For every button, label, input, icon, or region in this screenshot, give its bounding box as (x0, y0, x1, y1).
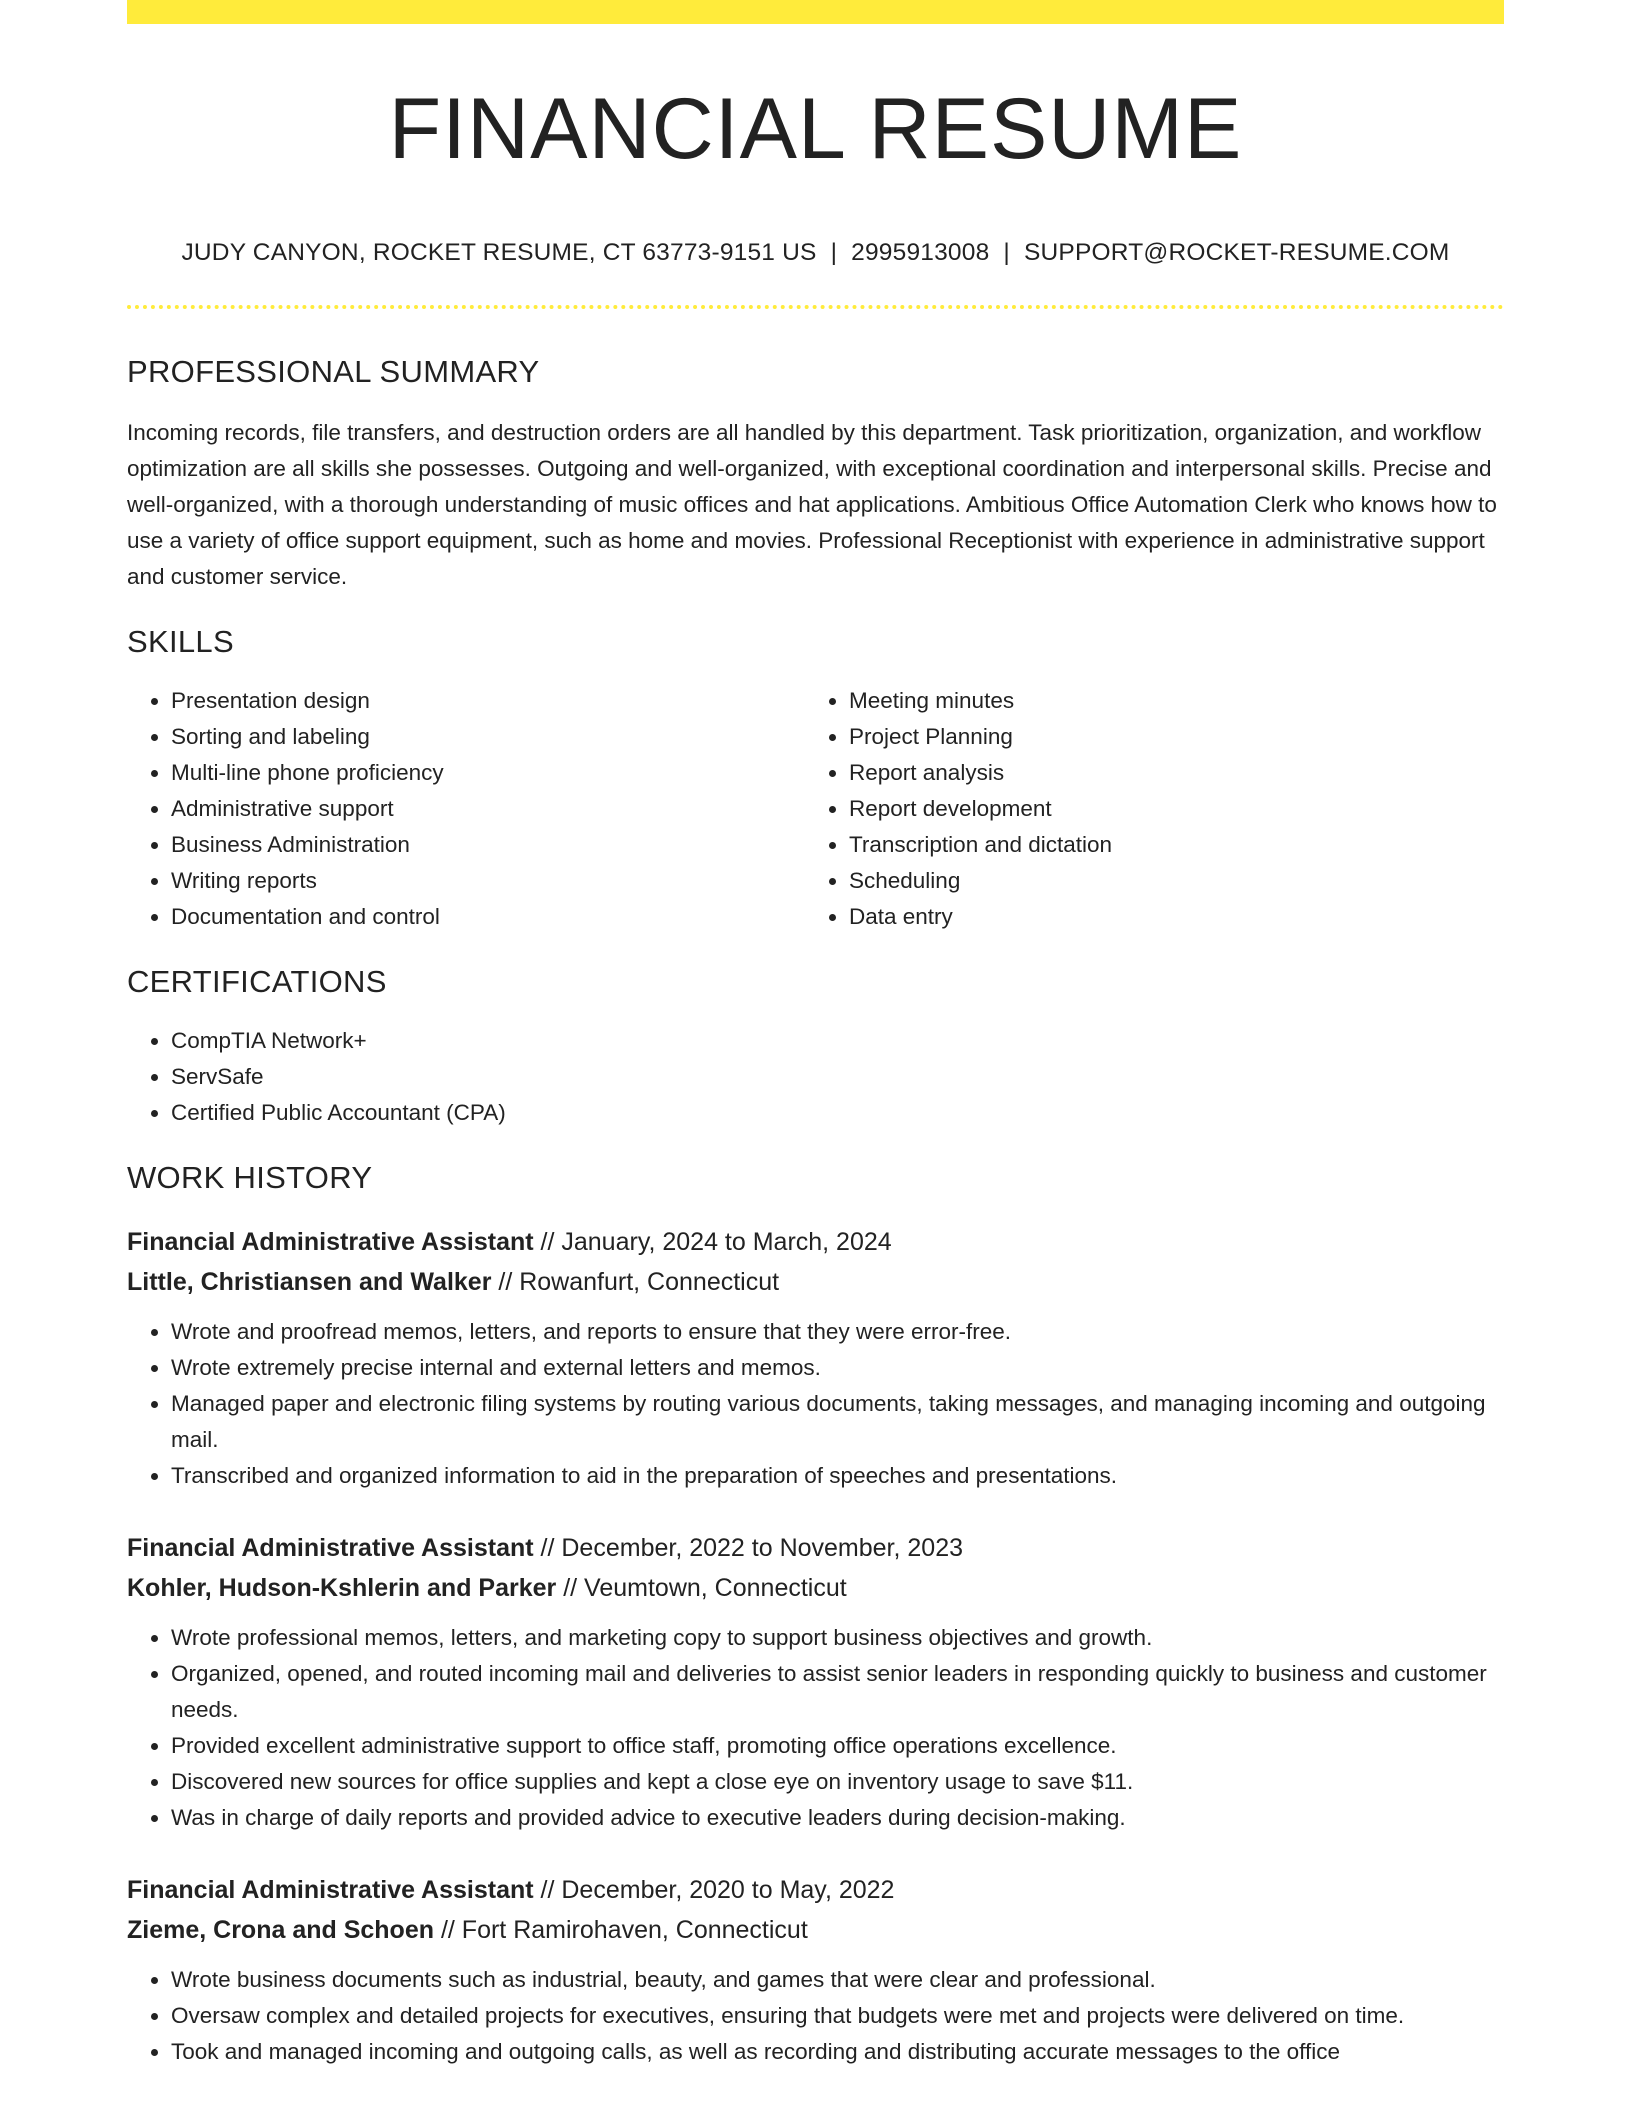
skills-columns (127, 683, 1504, 935)
contact-phone: 2995913008 (851, 238, 990, 266)
skills-section (127, 623, 1504, 935)
contact-separator: | (830, 238, 838, 266)
certifications-section (127, 963, 1504, 1131)
job-title: Financial Administrative Assistant (127, 1534, 534, 1563)
job-company-line (127, 1910, 1504, 1950)
skill-item: • Report development (849, 791, 1483, 827)
job-duty-item: • Wrote professional memos, letters, and marketing copy to support business objectives and growth. (171, 1620, 1504, 1656)
job-title-line (127, 1528, 1504, 1568)
job-duties-list (127, 1962, 1504, 2070)
job-title-line (127, 1870, 1504, 1910)
certification-item: • CompTIA Network+ (171, 1023, 1504, 1059)
summary-section (127, 353, 1504, 595)
job-title: Financial Administrative Assistant (127, 1228, 534, 1257)
skills-right-column (805, 683, 1483, 935)
dotted-divider (127, 305, 1504, 309)
job-dates: // January, 2024 to March, 2024 (533, 1228, 892, 1257)
job-company: Little, Christiansen and Walker (127, 1268, 492, 1297)
certification-item: • ServSafe (171, 1059, 1504, 1095)
skill-item: • Transcription and dictation (849, 827, 1483, 863)
job-entry (127, 1870, 1504, 2070)
contact-separator: | (1003, 238, 1010, 266)
job-duty-item: • Discovered new sources for office supplies and kept a close eye on inventory usage to save $11. (171, 1764, 1504, 1800)
job-duties-list (127, 1620, 1504, 1836)
resume-title: FINANCIAL RESUME (388, 81, 1243, 177)
skill-item: • Data entry (849, 899, 1483, 935)
job-company: Zieme, Crona and Schoen (127, 1916, 435, 1945)
job-entry (127, 1222, 1504, 1494)
job-location: // Fort Ramirohaven, Connecticut (434, 1916, 808, 1945)
job-duty-item: • Oversaw complex and detailed projects for executives, ensuring that budgets were met and projects were delivered on time. (171, 1998, 1504, 2034)
job-company-line (127, 1262, 1504, 1302)
certifications-list (127, 1023, 1504, 1131)
job-title-line (127, 1222, 1504, 1262)
skill-item: • Project Planning (849, 719, 1483, 755)
job-duty-item: • Was in charge of daily reports and provided advice to executive leaders during decision-making. (171, 1800, 1504, 1836)
job-entry (127, 1528, 1504, 1836)
summary-body (127, 415, 1504, 595)
skill-item: • Documentation and control (171, 899, 805, 935)
job-company-line (127, 1568, 1504, 1608)
job-title: Financial Administrative Assistant (127, 1876, 534, 1905)
contact-line (127, 239, 1504, 267)
summary-heading: PROFESSIONAL SUMMARY (127, 353, 540, 389)
skill-item: • Scheduling (849, 863, 1483, 899)
job-dates: // December, 2020 to May, 2022 (533, 1876, 895, 1905)
skill-item: • Presentation design (171, 683, 805, 719)
skill-item: • Sorting and labeling (171, 719, 805, 755)
job-dates: // December, 2022 to November, 2023 (533, 1534, 964, 1563)
job-duty-item: • Wrote business documents such as industrial, beauty, and games that were clear and professional. (171, 1962, 1504, 1998)
resume-page (127, 0, 1504, 2070)
skills-heading: SKILLS (127, 623, 234, 659)
skill-item: • Administrative support (171, 791, 805, 827)
contact-email: SUPPORT@ROCKET-RESUME.COM (1024, 238, 1450, 266)
skills-right-list (805, 683, 1483, 935)
contact-address: JUDY CANYON, ROCKET RESUME, CT 63773-9151 US (181, 238, 817, 266)
job-duty-item: • Transcribed and organized information to aid in the preparation of speeches and presentations. (171, 1458, 1504, 1494)
skill-item: • Report analysis (849, 755, 1483, 791)
skill-item: • Writing reports (171, 863, 805, 899)
work-history-heading: WORK HISTORY (127, 1160, 373, 1196)
summary-text: Incoming records, file transfers, and destruction orders are all handled by this department. Task prioritization, organization, and workflow optimization are all skills she possesses. Outgoing and well-organized, with exceptional coordination and interpersonal skills. Precise and well-organized, with a thorough understanding of music offices and hat applications. Ambitious Office Automation Clerk who knows how to use a variety of office support equipment, such as home and movies. Professional Receptionist with experience in administrative support and customer service. (127, 419, 1497, 589)
skill-item: • Business Administration (171, 827, 805, 863)
jobs-container (127, 1222, 1504, 2070)
job-duty-item: • Wrote extremely precise internal and external letters and memos. (171, 1350, 1504, 1386)
job-duty-item: • Organized, opened, and routed incoming mail and deliveries to assist senior leaders in responding quickly to business and customer needs. (171, 1656, 1504, 1728)
job-location: // Rowanfurt, Connecticut (491, 1268, 780, 1297)
job-company: Kohler, Hudson-Kshlerin and Parker (127, 1574, 557, 1603)
skills-left-list (127, 683, 805, 935)
job-location: // Veumtown, Connecticut (556, 1574, 847, 1603)
job-duty-item: • Took and managed incoming and outgoing calls, as well as recording and distributing accurate messages to the office (171, 2034, 1504, 2070)
accent-top-bar (127, 0, 1504, 24)
job-duty-item: • Provided excellent administrative support to office staff, promoting office operations excellence. (171, 1728, 1504, 1764)
skill-item: • Meeting minutes (849, 683, 1483, 719)
certifications-heading: CERTIFICATIONS (127, 963, 387, 999)
job-duty-item: • Wrote and proofread memos, letters, and reports to ensure that they were error-free. (171, 1314, 1504, 1350)
skill-item: • Multi-line phone proficiency (171, 755, 805, 791)
job-duty-item: • Managed paper and electronic filing systems by routing various documents, taking messages, and managing incoming and outgoing mail. (171, 1386, 1504, 1458)
certification-item: • Certified Public Accountant (CPA) (171, 1095, 1504, 1131)
work-history-section (127, 1159, 1504, 2070)
skills-left-column (127, 683, 805, 935)
job-duties-list (127, 1314, 1504, 1494)
